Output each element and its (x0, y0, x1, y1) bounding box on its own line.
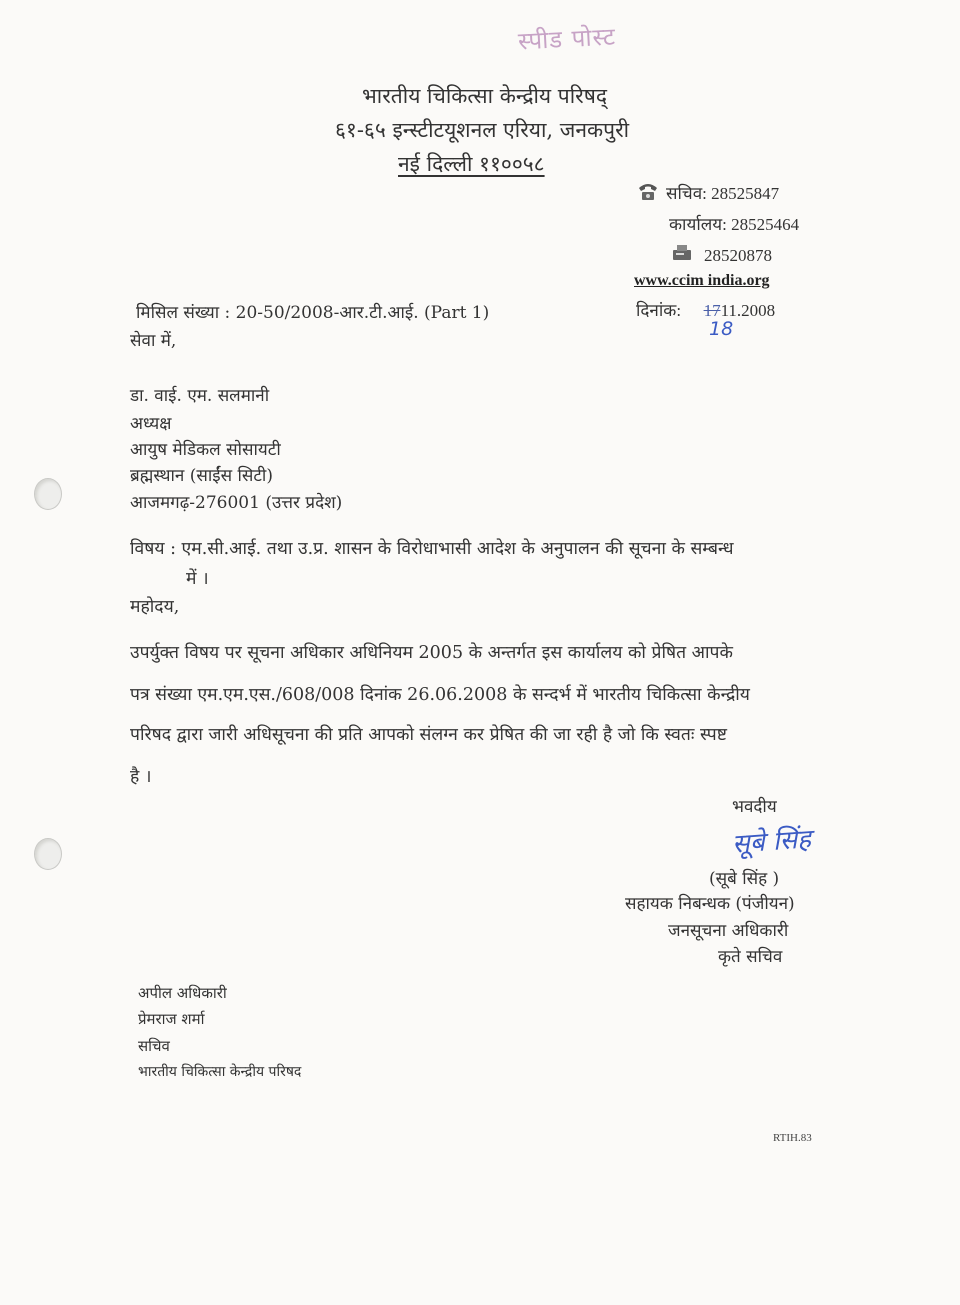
appeal-heading: अपील अधिकारी (138, 984, 227, 1002)
addressee-designation: अध्यक्ष (130, 414, 172, 434)
addressee-name: डा. वाई. एम. सलमानी (130, 386, 270, 406)
punch-hole-top (34, 478, 62, 510)
body-line-2: पत्र संख्या एम.एम.एस./608/008 दिनांक 26.06.2008 के सन्दर्भ में भारतीय चिकित्सा केन्द्रीय (130, 685, 750, 705)
contact-secretary (636, 180, 779, 204)
file-number: मिसिल संख्या : 20-50/2008-आर.टी.आई. (Part 1) (136, 303, 490, 323)
body-line-1: उपर्युक्त विषय पर सूचना अधिकार अधिनियम 2005 के अन्तर्गत इस कार्यालय को प्रेषित आपके (130, 643, 733, 663)
fax-number: 28520878 (704, 246, 772, 265)
date-correction: 18 (709, 318, 734, 340)
signatory-role: जनसूचना अधिकारी (668, 921, 789, 941)
greeting: महोदय, (130, 597, 180, 617)
signatory-name: (सूबे सिंह ) (709, 869, 780, 889)
appeal-organisation: भारतीय चिकित्सा केन्द्रीय परिषद (138, 1064, 302, 1080)
addressee-city: आजमगढ़-276001 (उत्तर प्रदेश) (130, 493, 343, 513)
phone-icon (636, 180, 660, 202)
addressee-locality: ब्रह्मस्थान (साईंस सिटी) (130, 466, 273, 486)
signatory-on-behalf: कृते सचिव (718, 947, 783, 967)
appeal-name: प्रेमराज शर्मा (138, 1010, 205, 1028)
fax-icon (666, 242, 698, 264)
secretary-phone: सचिव: 28525847 (666, 184, 780, 203)
date-struck-day: 17 (703, 301, 721, 320)
body-line-4: है । (130, 767, 152, 787)
punch-hole-bottom (34, 838, 62, 870)
document-code: RTIH.83 (773, 1132, 812, 1144)
signature: सूबे सिंह (731, 824, 812, 860)
speed-post-stamp: स्पीड पोस्ट (517, 22, 617, 56)
closing: भवदीय (732, 797, 777, 817)
salutation-to: सेवा में, (130, 331, 177, 351)
signatory-title: सहायक निबन्धक (पंजीयन) (625, 894, 795, 914)
contact-fax (666, 242, 772, 266)
subject-line-cont: में । (186, 569, 209, 589)
body-line-3: परिषद द्वारा जारी अधिसूचना की प्रति आपको संलग्न कर प्रेषित की जा रही है जो कि स्वतः स्पष्ट (130, 725, 727, 745)
addressee-organisation: आयुष मेडिकल सोसायटी (130, 440, 281, 460)
office-phone: कार्यालय: 28525464 (669, 215, 800, 234)
subject-line: विषय : एम.सी.आई. तथा उ.प्र. शासन के विरोधाभासी आदेश के अनुपालन की सूचना के सम्बन्ध (130, 539, 734, 559)
org-city: नई दिल्ली ११००५८ (398, 152, 545, 176)
date-month-year: 11.2008 (720, 301, 776, 320)
date-label: दिनांक: (636, 301, 682, 320)
website: www.ccim india.org (634, 272, 770, 289)
org-address: ६१-६५ इन्स्टीटयूशनल एरिया, जनकपुरी (335, 118, 630, 142)
letter-date (636, 298, 775, 321)
org-name: भारतीय चिकित्सा केन्द्रीय परिषद् (362, 84, 608, 108)
appeal-designation: सचिव (138, 1037, 170, 1055)
